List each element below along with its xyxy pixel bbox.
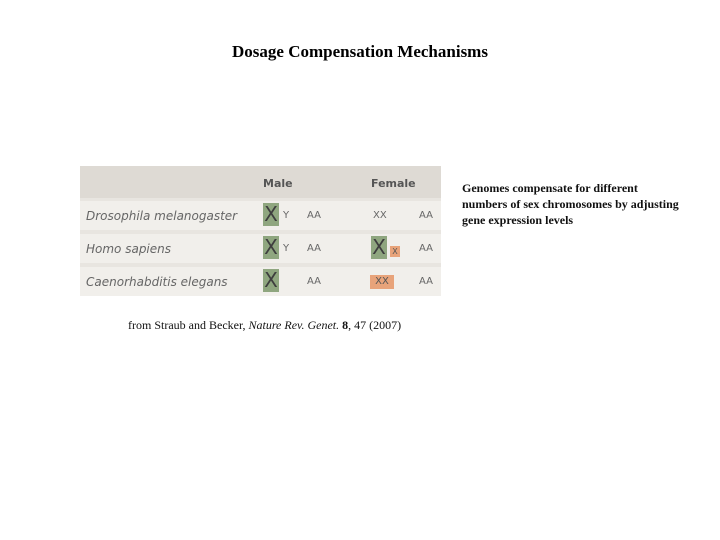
explanation-text: Genomes compensate for different numbers of sex chromosomes by adjusting gene expression levels bbox=[462, 181, 679, 227]
female-autosomes: AA bbox=[419, 210, 433, 221]
female-autosomes: AA bbox=[419, 243, 433, 254]
male-x-chromosome: X bbox=[264, 235, 278, 259]
male-autosomes: AA bbox=[307, 210, 321, 221]
citation-volume: 8 bbox=[342, 318, 349, 332]
male-autosomes: AA bbox=[307, 276, 321, 287]
species-name: Drosophila melanogaster bbox=[86, 209, 238, 223]
slide-title: Dosage Compensation Mechanisms bbox=[232, 42, 488, 61]
male-y-chromosome: Y bbox=[283, 210, 290, 221]
citation-rest: , 47 (2007) bbox=[348, 318, 402, 332]
female-active-x-chromosome: X bbox=[372, 235, 386, 259]
female-x-chromosomes: XX bbox=[373, 210, 387, 221]
species-name: Caenorhabditis elegans bbox=[86, 275, 228, 289]
row-drosophila bbox=[80, 201, 441, 230]
male-y-chromosome: Y bbox=[283, 243, 290, 254]
citation-prefix: from Straub and Becker, bbox=[128, 318, 249, 332]
row-caenorhabditis bbox=[80, 267, 441, 296]
female-inactive-x-chromosome: X bbox=[390, 246, 400, 257]
male-x-chromosome: X bbox=[264, 202, 278, 226]
citation-journal: Nature Rev. Genet. bbox=[248, 318, 340, 332]
figure-header bbox=[80, 166, 441, 198]
female-autosomes: AA bbox=[419, 276, 433, 287]
male-header: Male bbox=[263, 177, 293, 190]
female-x-chromosomes: XX bbox=[370, 275, 394, 289]
male-x-chromosome: X bbox=[264, 268, 278, 292]
species-name: Homo sapiens bbox=[86, 242, 172, 256]
row-homo-sapiens bbox=[80, 234, 441, 263]
figure-citation bbox=[128, 318, 401, 333]
male-autosomes: AA bbox=[307, 243, 321, 254]
dosage-figure bbox=[80, 166, 441, 296]
female-header: Female bbox=[371, 177, 416, 190]
